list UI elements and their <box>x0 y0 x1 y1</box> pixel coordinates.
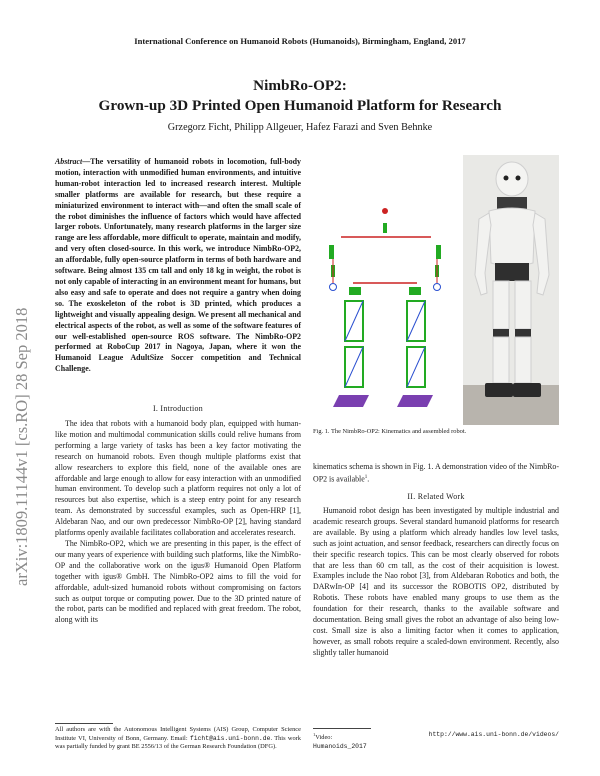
related-work-paragraph: Humanoid robot design has been investigated by multiple industrial and academic research groups. Several standard humanoid platforms for research are available. By using a platform which already handles low level tasks, such as joint actuation, and sensor feedback, researchers can directly focus on their specific research topics. This can be most clearly observed for robots that are less than 60 cm tall, as the cost of their acquisition is lowest. Examples include the Nao robot [3], from Aldebaran Robotics and both, the DARwIn-OP [4] and its successor the ROBOTIS OP2, distributed by Robotis. These robots have enabled many groups to use them as the foundation for their research, thanks to the available software and documentation. Being small gives the robot an advantage of also being low-cost. Small size is also a limiting factor when it comes to application, however, as small robots require a scaled-down environment. Recently, also slightly taller humanoid <box>313 506 559 657</box>
left-hand <box>330 284 337 291</box>
kinematics-sentence: kinematics schema is shown in Fig. 1. A demonstration video of the NimbRo-OP2 is available <box>313 462 559 484</box>
right-foot <box>397 395 433 407</box>
robot-left-knee <box>493 329 509 337</box>
abstract-label: Abstract <box>55 157 83 166</box>
footnote-rule <box>55 723 113 724</box>
paper-title <box>0 76 600 116</box>
right-column-lead <box>313 462 559 485</box>
kinematics-schema <box>329 208 441 407</box>
footnote-marker: 1 <box>364 474 368 480</box>
figure-1-caption: Fig. 1. The NimbRo-OP2: Kinematics and assembled robot. <box>313 428 467 435</box>
video-footnote-label <box>313 731 332 743</box>
robot-pelvis <box>495 263 529 281</box>
conference-header: International Conference on Humanoid Robots (Humanoids), Birmingham, England, 2017 <box>134 36 466 46</box>
left-shank-link <box>345 347 363 387</box>
robot-eye-right <box>516 176 521 181</box>
author-list: Grzegorz Ficht, Philipp Allgeuer, Hafez Farazi and Sven Behnke <box>167 122 433 133</box>
section-heading-related-work: II. Related Work <box>407 492 465 501</box>
robot-right-shank <box>515 337 531 383</box>
video-label-text: Video: <box>315 734 333 742</box>
arxiv-identifier <box>0 178 40 588</box>
robot-right-knee <box>515 329 531 337</box>
section-heading-introduction: I. Introduction <box>152 404 204 413</box>
right-shank-link <box>407 347 425 387</box>
left-hip-actuator <box>349 287 361 295</box>
intro-paragraph-1: The idea that robots with a humanoid body plan, equipped with human-like motion and multimodal communication skills could relive humans from performing a large variety of tasks has been a key factor motivating the research on humanoid robots. Even though multiple platforms exist that allow researchers to explore this field, none of the available ones are affordable and large enough to allow for easy interaction with an unmodified human environment. To develop such a platform requires not only a lot of resources but also expertise, which is a steep entry point for any research team. As demonstrated by successful examples, such as Open-HRP [1], Aldebaran Nao, and our own predecessor NimbRo-OP [2], having standard platforms openly available facilitates collaboration and accelerates research. <box>55 419 301 538</box>
robot-right-thigh <box>515 281 531 329</box>
introduction-body <box>55 419 301 719</box>
robot-right-foot <box>513 383 541 397</box>
footnote-funding: . This work was partially funded by grant BE 2556/13 of the German Research Foundation (DFG). <box>55 734 301 751</box>
video-footnote-marker: 1 <box>313 732 316 737</box>
robot-eye-left <box>504 176 509 181</box>
robot-torso <box>489 208 535 266</box>
right-hip-actuator <box>409 287 421 295</box>
footnote-email[interactable]: ficht@ais.uni-bonn.de <box>189 734 271 742</box>
title-line-2: Grown-up 3D Printed Open Humanoid Platform for Research <box>98 97 502 114</box>
robot-left-thigh <box>493 281 509 329</box>
figure-1 <box>313 155 559 425</box>
author-footnote <box>55 726 301 752</box>
arxiv-identifier-text: arXiv:1809.11144v1 [cs.RO] 28 Sep 2018 <box>12 307 31 586</box>
neck-actuator <box>383 223 387 233</box>
footnote-rule-right <box>313 728 371 729</box>
left-foot <box>333 395 369 407</box>
footnote-affiliation: All authors are with the Autonomous Intelligent Systems (AIS) Group, Computer Science Institute VI, University of Bonn, Germany. Email: <box>55 726 301 742</box>
video-url[interactable]: http://www.ais.uni-bonn.de/videos/ <box>428 731 559 738</box>
robot-head <box>496 162 528 196</box>
abstract-text: —The versatility of humanoid robots in locomotion, full-body motion, interaction with unmodified human environments, and intuitive human-robot interaction led to increased research interest. Multiple smaller platforms are available for research, but these require a miniaturized environment to interact with—and often the small scale of the robot diminishes the influence of factors which would have affected larger robots. Unfortunately, many research platforms in the larger size range are less affordable, more difficult to operate, maintain and modify, and very often closed-source. In this work, we introduce NimbRo-OP2, an affordable, fully open-source platform in terms of both hardware and software. Being almost 135 cm tall and only 18 kg in weight, the robot is not only capable of interacting in an environment meant for humans, but also easy and safe to operate and does not require a gantry when doing so. The exoskeleton of the robot is 3D printed, which produces a lightweight and visually appealing design. We present all mechanical and electrical aspects of the robot, as well as some of the software features of our well-established open-source ROS software. The NimbRo-OP2 performed at RoboCup 2017 in Nagoya, Japan, where it won the Humanoid League AdultSize Soccer competition and Technical Challenge. <box>55 157 301 374</box>
right-thigh-link <box>407 301 425 341</box>
right-hand <box>434 284 441 291</box>
robot-photo <box>463 155 559 425</box>
robot-left-foot <box>485 383 513 397</box>
head-joint <box>382 208 388 214</box>
left-thigh-link <box>345 301 363 341</box>
right-shoulder-actuator <box>436 245 441 259</box>
figure-1-graphic <box>313 155 559 425</box>
sentence-end: . <box>367 474 370 484</box>
robot-left-shank <box>493 337 509 383</box>
video-footnote <box>313 731 559 752</box>
abstract <box>55 157 301 385</box>
left-shoulder-actuator <box>329 245 334 259</box>
video-url-continued[interactable]: Humanoids_2017 <box>313 742 367 750</box>
title-line-1: NimbRo-OP2: <box>253 77 347 94</box>
intro-paragraph-2: The NimbRo-OP2, which we are presenting in this paper, is the effect of our many years of experience with building such platforms, like the NimbRo-OP and the collaborative work on the igus® Humanoid Open Platform together with igus® GmbH. The NimbRo-OP2 aims to fill the void for affordable, adult-sized humanoid robots without compromising on factors such as output torque or computing power. Due to the 3D printed nature of the robot, parts can be modified and replaced with great freedom. The robot, along with its <box>55 538 301 625</box>
